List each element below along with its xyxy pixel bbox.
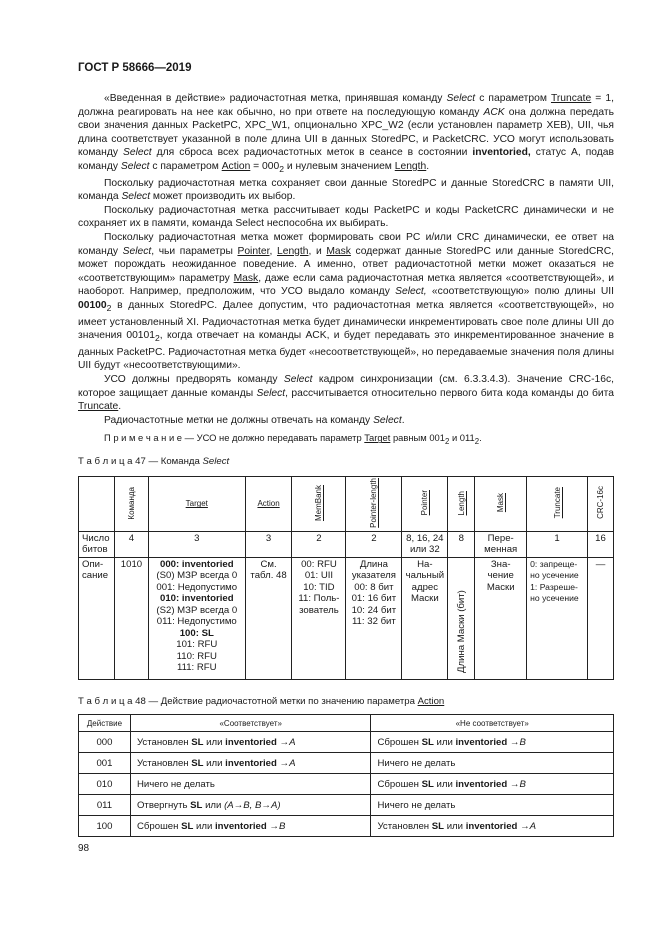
length-value: Длина Маски (бит) [448,557,475,679]
col-crc: CRC-16c [588,477,614,532]
pointer-values: На- чальный адрес Маски [402,557,448,679]
paragraph-1: «Введенная в действие» радиочастотная метка, принявшая команду Select с параметром Truncate = 1, должна реагировать на нее как обычно, но при ответе на последующую команду ACK она должна передать свои значения данных PacketPC, XPC_W1, опционально XPC_W2 (если установлен параметр XEB), UII, чья длина соответствует указанной в поле длина UII в данных StoredPC, и PacketCRC. УСО могут использовать команду Select для сброса всех радиочастотных меток в сеансе в состоянии inventoried, статус А, подав команду Select с параметром Action = $000_2$ и нулевым значением Length. [78,93,615,175]
truncate-values: 0: запреще- но усечение 1: Разреше- но усечение [527,557,588,679]
pointer-length-values: Длина указателя 00: 8 бит 01: 16 бит 10: 24 бит 11: 32 бит [346,557,402,679]
page-number: 98 [78,843,90,854]
table-header-row [79,477,614,532]
target-values: 000: inventoried (S0) МЗР всегда 0 001: Недопустимо 010: inventoried (S2) МЗР всегда 0 011: Недопустимо 100: SL 101: RFU 110: RFU 111: RFU [148,557,245,679]
col-membank: MemBank [292,477,346,532]
table-row: 010 Ничего не делать Сброшен SL или inventoried →B [79,774,614,795]
table-48 [78,714,614,837]
table-row-description: Опи-сание 1010 000: inventoried (S0) МЗР всегда 0 001: Недопустимо 010: inventoried (S2) МЗР всегда 0 011: Недопустимо 100: SL 101: RFU 110: RFU 111: RFU См. табл. 48 00: RFU 01: UII 10: TID 11: Поль- зователь Длина указателя 00: 8 бит 01: 16 бит 10: 24 бит 11: 32 бит На- чальный адрес Маски Длина Маски (бит) Зна- чение Маски 0: запреще- но усечение 1: Разреше- но усечение — [79,557,614,679]
document-header: ГОСТ Р 58666—2019 [78,62,192,74]
table-row-bits: Число битов 4 3 3 2 2 8, 16, 24 или 32 8 Пере-менная 1 16 [79,531,614,557]
table-48-caption: Т а б л и ц а 48 — Действие радиочастотной метки по значению параметра Action [78,696,445,707]
col-action: Action [245,477,292,532]
col-pointer: Pointer [402,477,448,532]
table-header-row: Действие «Соответствует» «Не соответствует» [79,715,614,732]
table-row: 011 Отвергнуть SL или (A→B, B→A) Ничего не делать [79,795,614,816]
table-row: 100 Сброшен SL или inventoried →B Установлен SL или inventoried →A [79,816,614,837]
col-mask: Mask [475,477,527,532]
paragraph-5: УСО должны предворять команду Select кадром синхронизации (см. 6.3.3.4.3). Значение CRC-16c, которое защищает данные команды Select, рассчитывается относительно первого бита кода команды до бита Truncate. [78,374,614,413]
table-row: 001 Установлен SL или inventoried →A Ничего не делать [79,753,614,774]
table-47-caption: Т а б л и ц а 47 — Команда Select [78,456,230,467]
table-row: 000 Установлен SL или inventoried →A Сброшен SL или inventoried →B [79,732,614,753]
membank-values: 00: RFU 01: UII 10: TID 11: Поль- зователь [292,557,346,679]
paragraph-2: Поскольку радиочастотная метка сохраняет свои данные StoredPC и данные StoredCRC в памяти UII, команда Select может производить их выбор. [78,177,614,203]
mask-values: Зна- чение Маски [475,557,527,679]
col-length: Length [448,477,475,532]
note: П р и м е ч а н и е — УСО не должно передавать параметр Target равным $001_2$ и $011_2$. [104,432,482,447]
paragraph-3: Поскольку радиочастотная метка рассчитывает коды PacketPC и коды PacketCRC динамически и не сохраняет их в памяти, команда Select неспособна их выбирать. [78,204,614,230]
col-pointer-length: Pointer-length [346,477,402,532]
table-47 [78,476,614,680]
col-command: Команда [114,477,148,532]
paragraph-6: Радиочастотные метки не должны отвечать на команду Select. [104,414,405,426]
col-truncate: Truncate [527,477,588,532]
paragraph-4: Поскольку радиочастотная метка может формировать свои PC и/или CRC динамически, ее ответ на команду Select, чьи параметры Pointer, Length, и Mask содержат данные StoredPC или данные StoredCRC, может порождать неожиданное поведение. А именно, ответ радиочастотной метки может оказаться не «соответствующим» параметру Mask, даже если сама радиочастотная метка является «соответствующей», и наоборот. Например, предположим, что УСО выдало команду Select, «соответствующую» полю длины UII $00100_2$ в данных StoredPC. Далее допустим, что радиочастотная метка является «соответствующей», но имеет установленный XI. Радиочастотная метка будет динамически инкрементировать свое поле длины UII до значения $00101_2$, когда отвечает на команды ACK, и будет передавать это инкрементированное значение в данных PacketPC. Радиочастотная метка будет «несоответствующей», но передаваемые значения поля длины UII будут «несоответствующими». [78,231,615,372]
col-target: Target [148,477,245,532]
body-text [78,92,614,449]
